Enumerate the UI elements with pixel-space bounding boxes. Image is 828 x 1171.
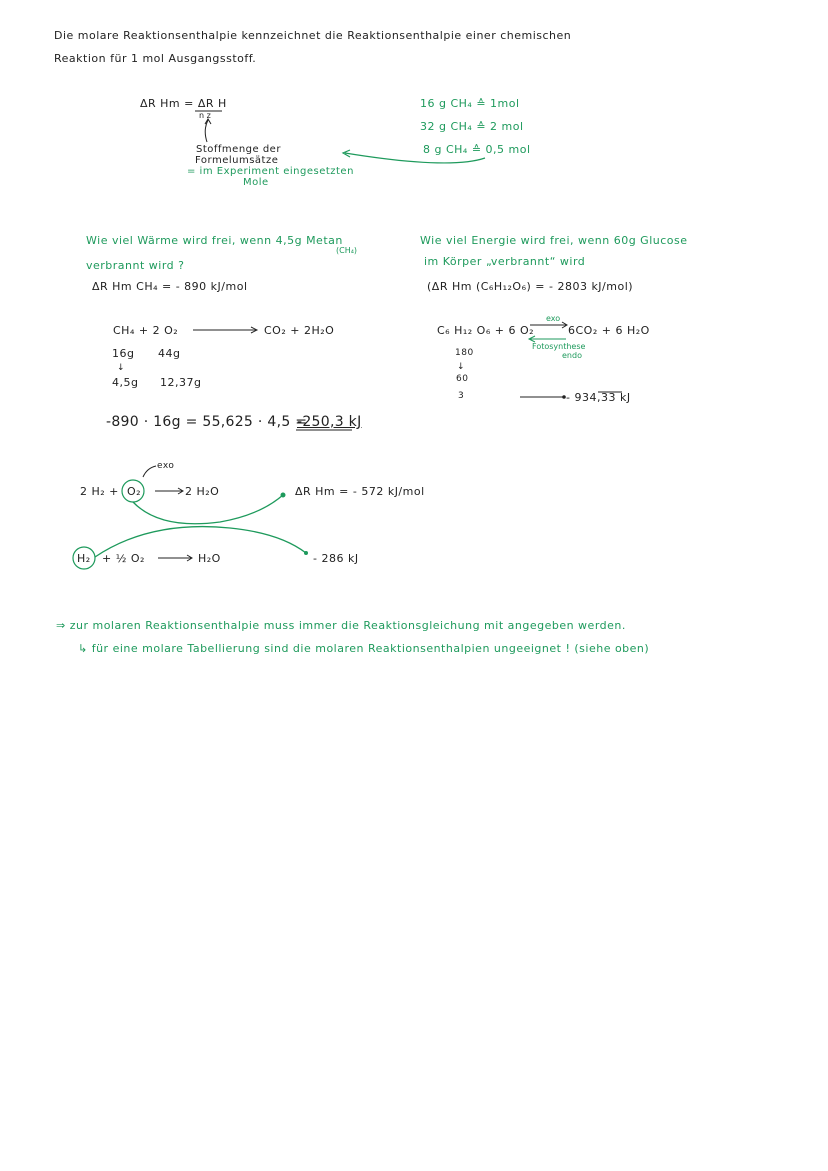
q2-endo: endo [562, 351, 582, 360]
q2-products: 6CO₂ + 6 H₂O [568, 324, 650, 337]
q2-n1: 180 [455, 348, 474, 358]
methane-mole-1: 16 g CH₄ ≙ 1mol [420, 97, 520, 110]
q2-n2: 60 [456, 374, 469, 384]
q2-n3: 3 [458, 391, 465, 401]
q2-line-1: Wie viel Energie wird frei, wenn 60g Glucose [420, 234, 688, 247]
h2-eq2-right: H₂O [198, 552, 221, 565]
formula-denominator: n z [199, 111, 211, 120]
formula-main: ΔR Hm = ΔR H [140, 97, 227, 110]
intro-line-1: Die molare Reaktionsenthalpie kennzeichnet die Reaktionsenthalpie einer chemischen [54, 29, 572, 42]
q1-line-2: verbrannt wird ? [86, 259, 185, 272]
h2-eq1-right: 2 H₂O [185, 485, 220, 498]
intro-line-2: Reaktion für 1 mol Ausgangsstoff. [54, 52, 257, 65]
o2-to-value-arrow [133, 495, 283, 524]
q1-row2b: 12,37g [160, 376, 202, 389]
h2-exo: exo [157, 461, 175, 471]
h2-eq1-o2: O₂ [127, 485, 142, 498]
conclusion-line-2: ↳ für eine molare Tabellierung sind die molaren Reaktionsenthalpien ungeeignet ! (siehe oben) [78, 642, 650, 655]
h2-eq2-value: - 286 kJ [313, 552, 359, 565]
q1-calc: -890 · 16g = 55,625 · 4,5 = [106, 414, 308, 430]
q1-line-1: Wie viel Wärme wird frei, wenn 4,5g Metan [86, 234, 343, 247]
formula-note-3: = im Experiment eingesetzten [187, 166, 354, 177]
q1-row2a: 4,5g [112, 376, 139, 389]
q1-products: CO₂ + 2H₂O [264, 324, 335, 337]
formula-note-4: Mole [243, 177, 269, 188]
q2-photosynthesis: Fotosynthese [532, 342, 586, 351]
q2-given: (ΔR Hm (C₆H₁₂O₆) = - 2803 kJ/mol) [427, 280, 634, 293]
q2-equation: C₆ H₁₂ O₆ + 6 O₂ [437, 324, 535, 337]
q1-row1b: 44g [158, 347, 181, 360]
methane-mole-2: 32 g CH₄ ≙ 2 mol [420, 120, 524, 133]
h2-eq1-left: 2 H₂ + [80, 485, 119, 498]
h2-eq2-h2: H₂ [77, 552, 91, 565]
h2-exo-arrow [143, 466, 156, 477]
q1-result: -250,3 kJ [297, 414, 362, 430]
q2-result: - 934,33 kJ [566, 391, 631, 404]
methane-mole-3: 8 g CH₄ ≙ 0,5 mol [423, 143, 531, 156]
q2-arrow-down: ↓ [457, 362, 466, 372]
q2-line-2: im Körper „verbrannt“ wird [424, 255, 586, 268]
h2-eq2-rest: + ½ O₂ [102, 552, 145, 565]
denominator-arrow [205, 120, 208, 142]
formula-note-2: Formelumsätze [195, 155, 279, 166]
h2-eq1-value: ΔR Hm = - 572 kJ/mol [295, 485, 425, 498]
q1-equation: CH₄ + 2 O₂ [113, 324, 179, 337]
formula-note-1: Stoffmenge der [196, 144, 281, 155]
conclusion-line-1: ⇒ zur molaren Reaktionsenthalpie muss immer die Reaktionsgleichung mit angegeben werden. [56, 619, 626, 632]
q2-exo: exo [546, 314, 561, 323]
q1-row1a: 16g [112, 347, 135, 360]
q1-given: ΔR Hm CH₄ = - 890 kJ/mol [92, 280, 248, 293]
q1-sub: (CH₄) [336, 246, 358, 255]
q1-arrow-down: ↓ [117, 363, 126, 373]
